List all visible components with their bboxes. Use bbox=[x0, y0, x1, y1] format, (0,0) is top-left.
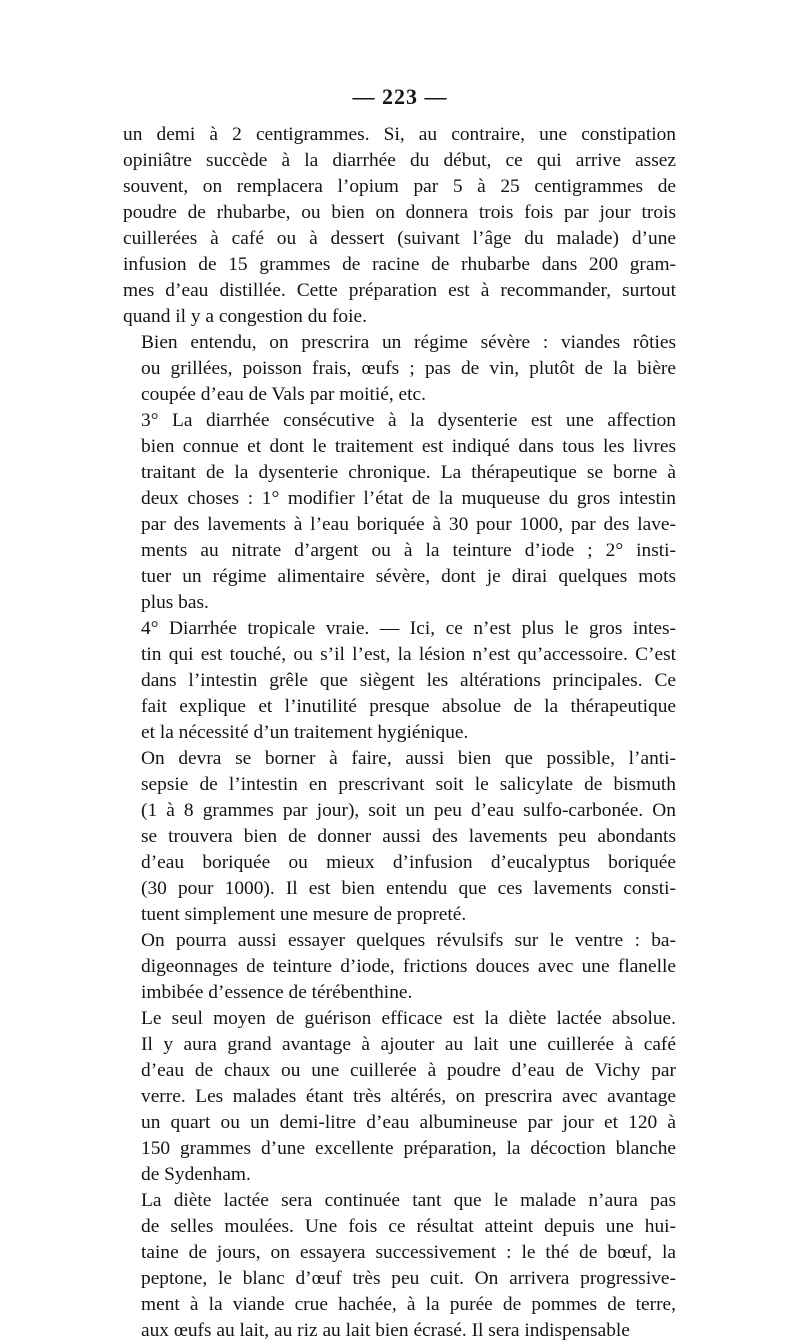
paragraph bbox=[123, 1188, 676, 1344]
body-text bbox=[123, 122, 676, 1344]
text-line: de Sydenham. bbox=[141, 1164, 251, 1185]
text-line: dans l’intestin grêle que siègent les altérations principales. Ce bbox=[141, 670, 676, 691]
text-line: Il y aura grand avantage à ajouter au lait une cuillerée à café bbox=[141, 1034, 676, 1055]
text-line: d’eau de chaux ou une cuillerée à poudre d’eau de Vichy par bbox=[141, 1060, 676, 1081]
text-line: (30 pour 1000). Il est bien entendu que ces lavements consti- bbox=[141, 878, 676, 899]
text-line: deux choses : 1° modifier l’état de la muqueuse du gros intestin bbox=[141, 488, 676, 509]
text-line: poudre de rhubarbe, ou bien on donnera trois fois par jour trois bbox=[123, 202, 676, 223]
text-line: et la nécessité d’un traitement hygiénique. bbox=[141, 722, 469, 743]
text-line: traitant de la dysenterie chronique. La thérapeutique se borne à bbox=[141, 462, 676, 483]
text-line: ment à la viande crue hachée, à la purée de pommes de terre, bbox=[141, 1294, 676, 1315]
text-line: un demi à 2 centigrammes. Si, au contraire, une constipation bbox=[123, 124, 676, 145]
text-line: cuillerées à café ou à dessert (suivant l’âge du malade) d’une bbox=[123, 228, 676, 249]
paragraph bbox=[123, 928, 676, 1006]
text-line: On pourra aussi essayer quelques révulsifs sur le ventre : ba- bbox=[141, 930, 676, 951]
text-line: d’eau boriquée ou mieux d’infusion d’eucalyptus boriquée bbox=[141, 852, 676, 873]
text-line: taine de jours, on essayera successivement : le thé de bœuf, la bbox=[141, 1242, 676, 1263]
text-line: infusion de 15 grammes de racine de rhubarbe dans 200 gram- bbox=[123, 254, 676, 275]
text-line: (1 à 8 grammes par jour), soit un peu d’eau sulfo-carbonée. On bbox=[141, 800, 676, 821]
page-number: — 223 — bbox=[352, 84, 448, 109]
text-line: ou grillées, poisson frais, œufs ; pas de vin, plutôt de la bière bbox=[141, 358, 676, 379]
paragraph bbox=[123, 330, 676, 408]
text-line: imbibée d’essence de térébenthine. bbox=[141, 982, 413, 1003]
text-line: 4° Diarrhée tropicale vraie. — Ici, ce n’est plus le gros intes- bbox=[141, 618, 676, 639]
text-line: quand il y a congestion du foie. bbox=[123, 306, 367, 327]
text-line: bien connue et dont le traitement est indiqué dans tous les livres bbox=[141, 436, 676, 457]
text-line: tuer un régime alimentaire sévère, dont je dirai quelques mots bbox=[141, 566, 676, 587]
text-line: sepsie de l’intestin en prescrivant soit le salicylate de bismuth bbox=[141, 774, 676, 795]
text-line: tin qui est touché, ou s’il l’est, la lésion n’est qu’accessoire. C’est bbox=[141, 644, 676, 665]
text-line: par des lavements à l’eau boriquée à 30 pour 1000, par des lave- bbox=[141, 514, 676, 535]
text-line: 3° La diarrhée consécutive à la dysenterie est une affection bbox=[141, 410, 676, 431]
text-line: verre. Les malades étant très altérés, on prescrira avec avantage bbox=[141, 1086, 676, 1107]
text-line: souvent, on remplacera l’opium par 5 à 25 centigrammes de bbox=[123, 176, 676, 197]
text-line: Bien entendu, on prescrira un régime sévère : viandes rôties bbox=[141, 332, 676, 353]
text-line: digeonnages de teinture d’iode, frictions douces avec une flanelle bbox=[141, 956, 676, 977]
text-line: peptone, le blanc d’œuf très peu cuit. On arrivera progressive- bbox=[141, 1268, 676, 1289]
paragraph bbox=[123, 408, 676, 616]
text-line: se trouvera bien de donner aussi des lavements peu abondants bbox=[141, 826, 676, 847]
text-line: 150 grammes d’une excellente préparation, la décoction blanche bbox=[141, 1138, 676, 1159]
text-line: ments au nitrate d’argent ou à la teinture d’iode ; 2° insti- bbox=[141, 540, 676, 561]
text-line: La diète lactée sera continuée tant que le malade n’aura pas bbox=[141, 1190, 676, 1211]
text-line: On devra se borner à faire, aussi bien que possible, l’anti- bbox=[141, 748, 676, 769]
paragraph bbox=[123, 746, 676, 928]
text-line: opiniâtre succède à la diarrhée du début, ce qui arrive assez bbox=[123, 150, 676, 171]
paragraph bbox=[123, 1006, 676, 1188]
text-line: aux œufs au lait, au riz au lait bien écrasé. Il sera indispensable bbox=[141, 1320, 630, 1341]
text-line: de selles moulées. Une fois ce résultat atteint depuis une hui- bbox=[141, 1216, 676, 1237]
text-line: tuent simplement une mesure de propreté. bbox=[141, 904, 467, 925]
paragraph bbox=[123, 616, 676, 746]
text-line: plus bas. bbox=[141, 592, 209, 613]
text-line: coupée d’eau de Vals par moitié, etc. bbox=[141, 384, 426, 405]
paragraph bbox=[123, 122, 676, 330]
text-line: un quart ou un demi-litre d’eau albumineuse par jour et 120 à bbox=[141, 1112, 676, 1133]
text-line: Le seul moyen de guérison efficace est la diète lactée absolue. bbox=[141, 1008, 676, 1029]
text-line: fait explique et l’inutilité presque absolue de la thérapeutique bbox=[141, 696, 676, 717]
text-line: mes d’eau distillée. Cette préparation est à recommander, surtout bbox=[123, 280, 676, 301]
